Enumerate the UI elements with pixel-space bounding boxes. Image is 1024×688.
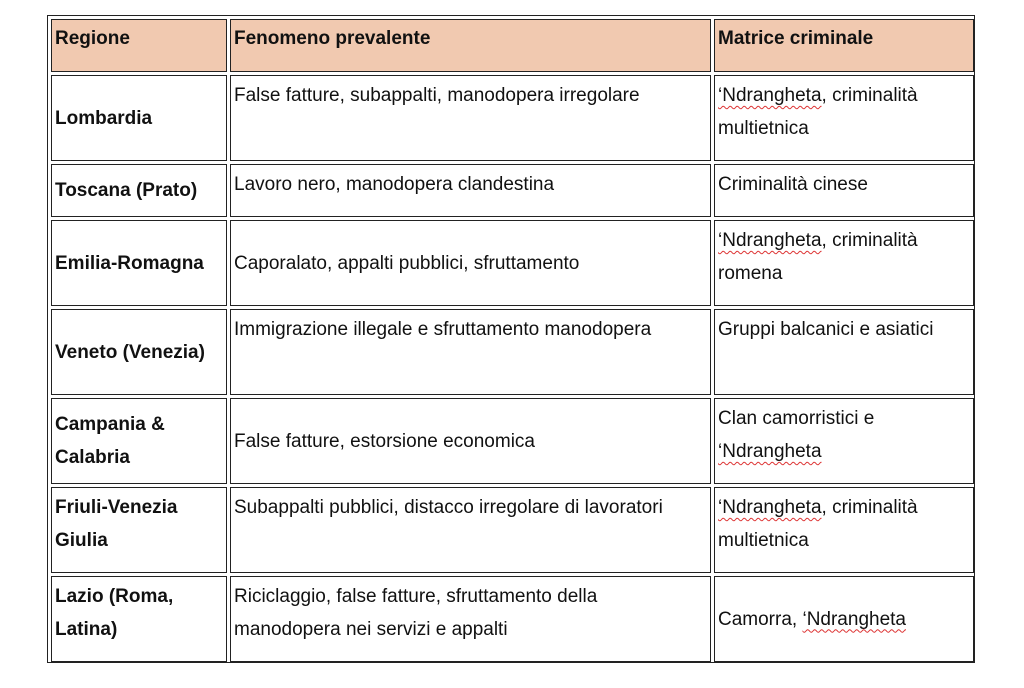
matrice-text: Gruppi balcanici e asiatici (718, 319, 934, 340)
spellcheck-flagged-word: ‘Ndrangheta (718, 230, 822, 251)
table-row (51, 164, 974, 217)
cell-matrice (714, 487, 974, 573)
matrice-text: , criminalità romena (718, 230, 918, 284)
spellcheck-flagged-word: ‘Ndrangheta (718, 497, 822, 518)
table-header-row (51, 19, 974, 72)
matrice-text: , criminalità multietnica (718, 497, 918, 551)
cell-regione: Lombardia (51, 75, 227, 161)
matrice-text: Clan camorristici e (718, 408, 875, 429)
matrice-text: Criminalità cinese (718, 174, 868, 195)
cell-regione: Friuli-Venezia Giulia (51, 487, 227, 573)
cell-matrice (714, 398, 974, 484)
region-table (48, 16, 977, 665)
cell-regione: Lazio (Roma, Latina) (51, 576, 227, 662)
spellcheck-flagged-word: ‘Ndrangheta (718, 85, 822, 106)
cell-matrice (714, 75, 974, 161)
cell-fenomeno: Subappalti pubblici, distacco irregolare di lavoratori (230, 487, 711, 573)
spellcheck-flagged-word: ‘Ndrangheta (802, 608, 906, 630)
table-row (51, 309, 974, 395)
region-table-frame (47, 15, 975, 663)
cell-matrice (714, 220, 974, 306)
cell-fenomeno: False fatture, subappalti, manodopera irregolare (230, 75, 711, 161)
cell-regione: Veneto (Venezia) (51, 309, 227, 395)
header-matrice: Matrice criminale (714, 19, 974, 72)
table-row (51, 487, 974, 573)
table-row (51, 75, 974, 161)
cell-matrice (714, 576, 974, 662)
table-row (51, 398, 974, 484)
spellcheck-flagged-word: ‘Ndrangheta (718, 441, 822, 462)
cell-matrice (714, 309, 974, 395)
cell-fenomeno: Immigrazione illegale e sfruttamento manodopera (230, 309, 711, 395)
table-row (51, 576, 974, 662)
cell-fenomeno: Riciclaggio, false fatture, sfruttamento della manodopera nei servizi e appalti (230, 576, 711, 662)
matrice-text: Camorra, (718, 608, 803, 630)
cell-fenomeno: Lavoro nero, manodopera clandestina (230, 164, 711, 217)
table-row (51, 220, 974, 306)
cell-fenomeno: Caporalato, appalti pubblici, sfruttamento (230, 220, 711, 306)
cell-regione: Campania & Calabria (51, 398, 227, 484)
cell-matrice (714, 164, 974, 217)
header-fenomeno: Fenomeno prevalente (230, 19, 711, 72)
matrice-text: , criminalità multietnica (718, 85, 918, 139)
header-regione: Regione (51, 19, 227, 72)
cell-regione: Toscana (Prato) (51, 164, 227, 217)
cell-regione: Emilia-Romagna (51, 220, 227, 306)
cell-fenomeno: False fatture, estorsione economica (230, 398, 711, 484)
